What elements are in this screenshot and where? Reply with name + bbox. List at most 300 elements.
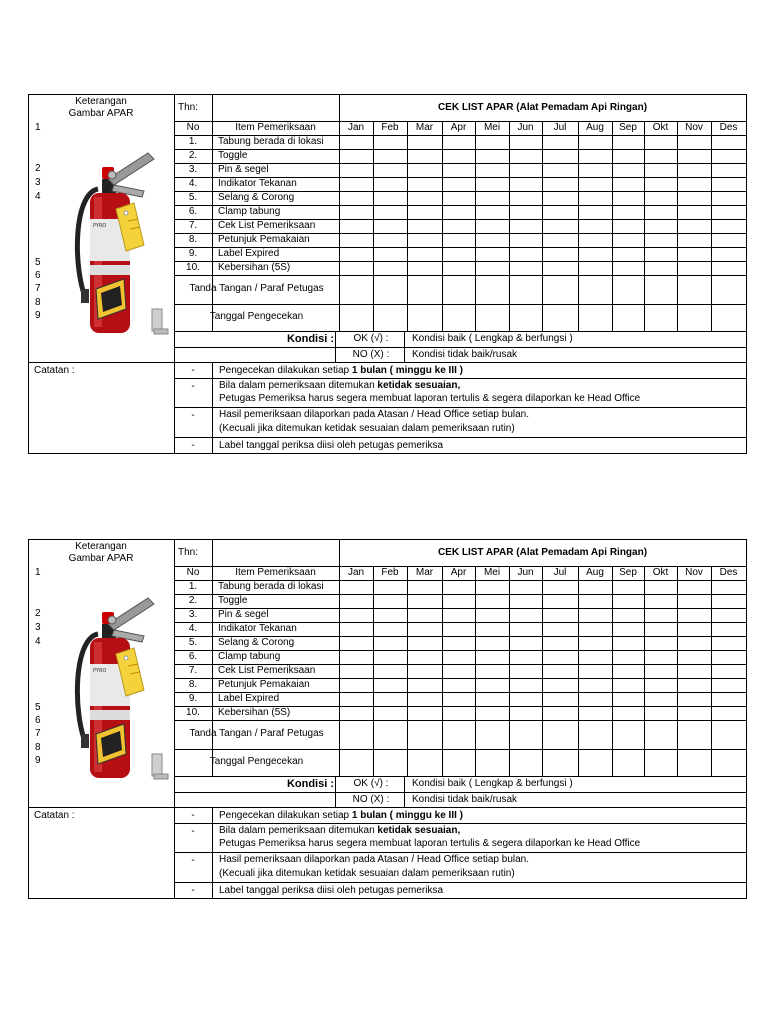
check-cell[interactable]	[712, 164, 746, 177]
check-cell[interactable]	[579, 609, 612, 622]
check-cell[interactable]	[678, 220, 711, 233]
check-cell[interactable]	[340, 679, 373, 692]
check-cell[interactable]	[476, 234, 509, 247]
image-marker: 1	[35, 122, 41, 133]
note-dash: -	[191, 885, 195, 896]
note-2-bold: ketidak sesuaian,	[377, 825, 461, 836]
notes-label: Catatan :	[34, 810, 75, 821]
check-cell[interactable]	[374, 707, 407, 720]
check-cell[interactable]	[510, 192, 542, 205]
check-cell[interactable]	[374, 623, 407, 636]
check-cell[interactable]	[543, 609, 578, 622]
check-cell[interactable]	[476, 693, 509, 706]
check-cell[interactable]	[340, 595, 373, 608]
check-cell[interactable]	[510, 136, 542, 149]
checklist-form-1	[28, 94, 746, 454]
check-cell[interactable]	[408, 192, 442, 205]
check-cell[interactable]	[443, 136, 475, 149]
check-cell[interactable]	[579, 651, 612, 664]
check-cell[interactable]	[645, 651, 677, 664]
check-cell[interactable]	[613, 609, 644, 622]
check-cell[interactable]	[645, 150, 677, 163]
check-cell[interactable]	[374, 651, 407, 664]
check-cell[interactable]	[408, 665, 442, 678]
check-cell[interactable]	[510, 164, 542, 177]
check-cell[interactable]	[579, 581, 612, 594]
check-cell[interactable]	[340, 707, 373, 720]
check-cell[interactable]	[579, 136, 612, 149]
check-cell[interactable]	[645, 637, 677, 650]
item-number: 2.	[188, 595, 198, 606]
check-cell[interactable]	[678, 150, 711, 163]
check-cell[interactable]	[678, 164, 711, 177]
check-cell[interactable]	[678, 595, 711, 608]
check-cell[interactable]	[613, 707, 644, 720]
check-cell[interactable]	[579, 178, 612, 191]
check-cell[interactable]	[645, 248, 677, 261]
check-cell[interactable]	[645, 609, 677, 622]
signature-label: Tanda Tangan / Paraf Petugas	[189, 728, 324, 739]
column-header-month: Aug	[586, 567, 604, 578]
check-cell[interactable]	[543, 665, 578, 678]
check-cell[interactable]	[443, 679, 475, 692]
check-cell[interactable]	[408, 693, 442, 706]
check-cell[interactable]	[645, 665, 677, 678]
check-cell[interactable]	[374, 595, 407, 608]
item-label: Label Expired	[218, 693, 280, 704]
check-cell[interactable]	[645, 136, 677, 149]
check-cell[interactable]	[712, 220, 746, 233]
check-cell[interactable]	[443, 609, 475, 622]
check-cell[interactable]	[443, 651, 475, 664]
check-cell[interactable]	[543, 707, 578, 720]
check-cell[interactable]	[712, 234, 746, 247]
check-cell[interactable]	[543, 220, 578, 233]
check-cell[interactable]	[408, 220, 442, 233]
column-header-month: Okt	[652, 122, 669, 133]
check-cell[interactable]	[510, 679, 542, 692]
checklist-title-main: CEK LIST APAR	[437, 547, 514, 558]
check-cell[interactable]	[476, 609, 509, 622]
image-marker: 3	[35, 622, 41, 633]
check-cell[interactable]	[340, 234, 373, 247]
check-cell[interactable]	[374, 262, 407, 275]
check-cell[interactable]	[408, 164, 442, 177]
check-cell[interactable]	[408, 595, 442, 608]
item-label: Selang & Corong	[218, 637, 295, 648]
check-cell[interactable]	[579, 623, 612, 636]
check-cell[interactable]	[543, 651, 578, 664]
check-cell[interactable]	[374, 150, 407, 163]
grid-line	[174, 304, 747, 305]
check-cell[interactable]	[678, 693, 711, 706]
check-cell[interactable]	[510, 178, 542, 191]
check-cell[interactable]	[543, 136, 578, 149]
check-cell[interactable]	[579, 595, 612, 608]
grid-line	[174, 378, 747, 379]
check-cell[interactable]	[712, 206, 746, 219]
check-cell[interactable]	[374, 178, 407, 191]
grid-line	[174, 776, 747, 777]
check-cell[interactable]	[510, 651, 542, 664]
check-cell[interactable]	[579, 248, 612, 261]
check-cell[interactable]	[543, 693, 578, 706]
column-header-no: No	[186, 567, 200, 578]
note-dash: -	[191, 381, 195, 392]
check-cell[interactable]	[579, 164, 612, 177]
check-cell[interactable]	[712, 651, 746, 664]
grid-line	[404, 331, 405, 363]
check-cell[interactable]	[443, 150, 475, 163]
item-number: 4.	[188, 178, 198, 189]
check-cell[interactable]	[408, 679, 442, 692]
check-cell[interactable]	[712, 679, 746, 692]
check-cell[interactable]	[374, 136, 407, 149]
grid-line	[28, 362, 747, 363]
check-cell[interactable]	[340, 637, 373, 650]
check-cell[interactable]	[374, 248, 407, 261]
check-cell[interactable]	[543, 637, 578, 650]
check-cell[interactable]	[476, 623, 509, 636]
check-cell[interactable]	[543, 150, 578, 163]
note-dash: -	[191, 365, 195, 376]
check-cell[interactable]	[645, 693, 677, 706]
check-cell[interactable]	[613, 595, 644, 608]
check-cell[interactable]	[613, 693, 644, 706]
check-cell[interactable]	[645, 581, 677, 594]
check-cell[interactable]	[543, 248, 578, 261]
check-cell[interactable]	[374, 665, 407, 678]
check-cell[interactable]	[408, 234, 442, 247]
check-cell[interactable]	[340, 206, 373, 219]
check-cell[interactable]	[443, 707, 475, 720]
note-2-line2: Petugas Pemeriksa harus segera membuat laporan tertulis & segera dilaporkan ke Head Office	[219, 393, 641, 404]
check-cell[interactable]	[579, 679, 612, 692]
check-cell[interactable]	[408, 623, 442, 636]
item-number: 8.	[188, 679, 198, 690]
check-cell[interactable]	[408, 178, 442, 191]
item-number: 10.	[186, 707, 200, 718]
check-cell[interactable]	[645, 220, 677, 233]
item-number: 6.	[188, 206, 198, 217]
check-cell[interactable]	[678, 248, 711, 261]
check-cell[interactable]	[579, 637, 612, 650]
check-cell[interactable]	[678, 234, 711, 247]
image-marker: 6	[35, 270, 41, 281]
check-cell[interactable]	[510, 581, 542, 594]
image-caption: Gambar APAR	[68, 108, 134, 119]
check-cell[interactable]	[476, 248, 509, 261]
check-cell[interactable]	[579, 707, 612, 720]
check-cell[interactable]	[678, 679, 711, 692]
check-cell[interactable]	[374, 192, 407, 205]
check-cell[interactable]	[543, 234, 578, 247]
check-cell[interactable]	[510, 707, 542, 720]
column-header-month: Okt	[652, 567, 669, 578]
check-cell[interactable]	[678, 136, 711, 149]
check-cell[interactable]	[340, 609, 373, 622]
check-cell[interactable]	[579, 234, 612, 247]
fire-extinguisher-image	[68, 149, 178, 339]
check-cell[interactable]	[645, 679, 677, 692]
check-cell[interactable]	[408, 651, 442, 664]
check-cell[interactable]	[510, 248, 542, 261]
check-cell[interactable]	[712, 150, 746, 163]
note-2	[219, 380, 460, 392]
check-cell[interactable]	[678, 651, 711, 664]
check-cell[interactable]	[543, 178, 578, 191]
check-cell[interactable]	[443, 262, 475, 275]
check-cell[interactable]	[645, 262, 677, 275]
check-cell[interactable]	[340, 651, 373, 664]
check-cell[interactable]	[579, 220, 612, 233]
check-cell[interactable]	[579, 150, 612, 163]
check-cell[interactable]	[579, 206, 612, 219]
check-cell[interactable]	[340, 248, 373, 261]
check-cell[interactable]	[613, 178, 644, 191]
item-number: 7.	[188, 220, 198, 231]
note-4: Label tanggal periksa diisi oleh petugas pemeriksa	[219, 885, 444, 896]
check-cell[interactable]	[510, 623, 542, 636]
check-cell[interactable]	[712, 192, 746, 205]
check-cell[interactable]	[476, 637, 509, 650]
check-cell[interactable]	[678, 707, 711, 720]
check-cell[interactable]	[645, 623, 677, 636]
check-cell[interactable]	[613, 651, 644, 664]
check-cell[interactable]	[510, 206, 542, 219]
check-cell[interactable]	[712, 609, 746, 622]
fire-extinguisher-photo	[68, 149, 178, 339]
check-cell[interactable]	[443, 206, 475, 219]
check-cell[interactable]	[678, 262, 711, 275]
check-cell[interactable]	[712, 693, 746, 706]
check-cell[interactable]	[340, 262, 373, 275]
check-cell[interactable]	[543, 164, 578, 177]
check-cell[interactable]	[340, 136, 373, 149]
check-cell[interactable]	[374, 637, 407, 650]
check-cell[interactable]	[374, 234, 407, 247]
check-cell[interactable]	[476, 136, 509, 149]
grid-line	[28, 898, 747, 899]
check-cell[interactable]	[543, 262, 578, 275]
check-cell[interactable]	[510, 637, 542, 650]
check-cell[interactable]	[443, 192, 475, 205]
check-cell[interactable]	[678, 665, 711, 678]
condition-no-text: Kondisi tidak baik/rusak	[412, 349, 518, 360]
item-label: Cek List Pemeriksaan	[218, 220, 316, 231]
check-cell[interactable]	[340, 581, 373, 594]
check-cell[interactable]	[712, 248, 746, 261]
check-cell[interactable]	[613, 581, 644, 594]
check-cell[interactable]	[510, 150, 542, 163]
checklist-title	[339, 102, 746, 114]
check-cell[interactable]	[408, 206, 442, 219]
check-cell[interactable]	[476, 665, 509, 678]
check-cell[interactable]	[543, 192, 578, 205]
check-cell[interactable]	[443, 220, 475, 233]
check-cell[interactable]	[613, 665, 644, 678]
check-cell[interactable]	[678, 192, 711, 205]
check-cell[interactable]	[613, 234, 644, 247]
note-dash: -	[191, 810, 195, 821]
check-cell[interactable]	[678, 178, 711, 191]
check-cell[interactable]	[340, 192, 373, 205]
check-cell[interactable]	[374, 609, 407, 622]
check-cell[interactable]	[476, 192, 509, 205]
check-cell[interactable]	[510, 693, 542, 706]
check-cell[interactable]	[678, 581, 711, 594]
check-cell[interactable]	[712, 581, 746, 594]
check-cell[interactable]	[340, 693, 373, 706]
check-cell[interactable]	[476, 262, 509, 275]
check-cell[interactable]	[510, 234, 542, 247]
check-cell[interactable]	[374, 581, 407, 594]
check-cell[interactable]	[476, 595, 509, 608]
check-cell[interactable]	[543, 623, 578, 636]
check-cell[interactable]	[408, 136, 442, 149]
check-cell[interactable]	[443, 581, 475, 594]
column-header-no: No	[186, 122, 200, 133]
image-marker: 8	[35, 297, 41, 308]
check-cell[interactable]	[645, 178, 677, 191]
check-cell[interactable]	[613, 262, 644, 275]
check-cell[interactable]	[678, 206, 711, 219]
grid-line	[174, 720, 747, 721]
check-cell[interactable]	[543, 206, 578, 219]
condition-ok-code: OK (√) :	[353, 778, 389, 789]
check-cell[interactable]	[443, 693, 475, 706]
check-cell[interactable]	[476, 651, 509, 664]
check-cell[interactable]	[613, 623, 644, 636]
check-cell[interactable]	[613, 248, 644, 261]
check-cell[interactable]	[476, 178, 509, 191]
item-number: 3.	[188, 609, 198, 620]
check-cell[interactable]	[374, 693, 407, 706]
check-cell[interactable]	[712, 136, 746, 149]
check-cell[interactable]	[408, 248, 442, 261]
check-cell[interactable]	[443, 164, 475, 177]
check-cell[interactable]	[510, 665, 542, 678]
check-cell[interactable]	[613, 192, 644, 205]
check-cell[interactable]	[645, 595, 677, 608]
check-cell[interactable]	[613, 150, 644, 163]
check-cell[interactable]	[340, 623, 373, 636]
check-cell[interactable]	[712, 595, 746, 608]
image-marker: 1	[35, 567, 41, 578]
check-cell[interactable]	[712, 178, 746, 191]
check-cell[interactable]	[678, 637, 711, 650]
check-cell[interactable]	[408, 637, 442, 650]
column-header-month: Nov	[685, 567, 703, 578]
check-cell[interactable]	[510, 595, 542, 608]
check-cell[interactable]	[408, 581, 442, 594]
item-number: 7.	[188, 665, 198, 676]
check-cell[interactable]	[712, 707, 746, 720]
check-cell[interactable]	[543, 581, 578, 594]
check-cell[interactable]	[613, 206, 644, 219]
check-cell[interactable]	[408, 609, 442, 622]
check-cell[interactable]	[476, 150, 509, 163]
check-cell[interactable]	[476, 206, 509, 219]
check-cell[interactable]	[374, 679, 407, 692]
check-cell[interactable]	[543, 595, 578, 608]
grid-line	[174, 407, 747, 408]
check-cell[interactable]	[340, 665, 373, 678]
check-cell[interactable]	[476, 164, 509, 177]
check-cell[interactable]	[579, 665, 612, 678]
check-cell[interactable]	[340, 178, 373, 191]
check-cell[interactable]	[408, 707, 442, 720]
check-cell[interactable]	[645, 206, 677, 219]
check-cell[interactable]	[443, 637, 475, 650]
check-cell[interactable]	[543, 679, 578, 692]
check-cell[interactable]	[613, 679, 644, 692]
check-cell[interactable]	[443, 665, 475, 678]
check-cell[interactable]	[374, 206, 407, 219]
check-cell[interactable]	[476, 707, 509, 720]
check-cell[interactable]	[476, 679, 509, 692]
check-cell[interactable]	[579, 693, 612, 706]
check-cell[interactable]	[678, 609, 711, 622]
check-cell[interactable]	[510, 220, 542, 233]
check-cell[interactable]	[678, 623, 711, 636]
check-cell[interactable]	[613, 220, 644, 233]
check-cell[interactable]	[340, 164, 373, 177]
check-cell[interactable]	[645, 192, 677, 205]
check-cell[interactable]	[374, 220, 407, 233]
check-cell[interactable]	[510, 609, 542, 622]
note-1-text: Pengecekan dilakukan setiap	[219, 365, 352, 376]
check-cell[interactable]	[645, 707, 677, 720]
check-cell[interactable]	[408, 150, 442, 163]
check-cell[interactable]	[613, 136, 644, 149]
check-cell[interactable]	[443, 178, 475, 191]
check-cell[interactable]	[712, 665, 746, 678]
check-cell[interactable]	[476, 581, 509, 594]
check-cell[interactable]	[645, 234, 677, 247]
item-label: Pin & segel	[218, 609, 269, 620]
check-cell[interactable]	[443, 595, 475, 608]
check-cell[interactable]	[712, 623, 746, 636]
check-cell[interactable]	[510, 262, 542, 275]
item-number: 9.	[188, 248, 198, 259]
check-cell[interactable]	[613, 164, 644, 177]
check-cell[interactable]	[408, 262, 442, 275]
column-header-month: Feb	[381, 567, 399, 578]
column-header-month: Apr	[450, 122, 467, 133]
check-cell[interactable]	[613, 637, 644, 650]
check-cell[interactable]	[579, 192, 612, 205]
check-cell[interactable]	[340, 220, 373, 233]
image-marker: 9	[35, 310, 41, 321]
grid-line	[174, 347, 747, 348]
item-number: 5.	[188, 637, 198, 648]
image-marker: 5	[35, 702, 41, 713]
check-cell[interactable]	[476, 220, 509, 233]
check-cell[interactable]	[443, 248, 475, 261]
item-label: Petunjuk Pemakaian	[218, 679, 310, 690]
check-cell[interactable]	[645, 164, 677, 177]
check-cell[interactable]	[712, 637, 746, 650]
item-number: 6.	[188, 651, 198, 662]
check-cell[interactable]	[443, 234, 475, 247]
image-caption: Keterangan	[75, 541, 127, 552]
check-cell[interactable]	[374, 164, 407, 177]
check-cell[interactable]	[579, 262, 612, 275]
check-cell[interactable]	[340, 150, 373, 163]
check-cell[interactable]	[443, 623, 475, 636]
check-cell[interactable]	[712, 262, 746, 275]
